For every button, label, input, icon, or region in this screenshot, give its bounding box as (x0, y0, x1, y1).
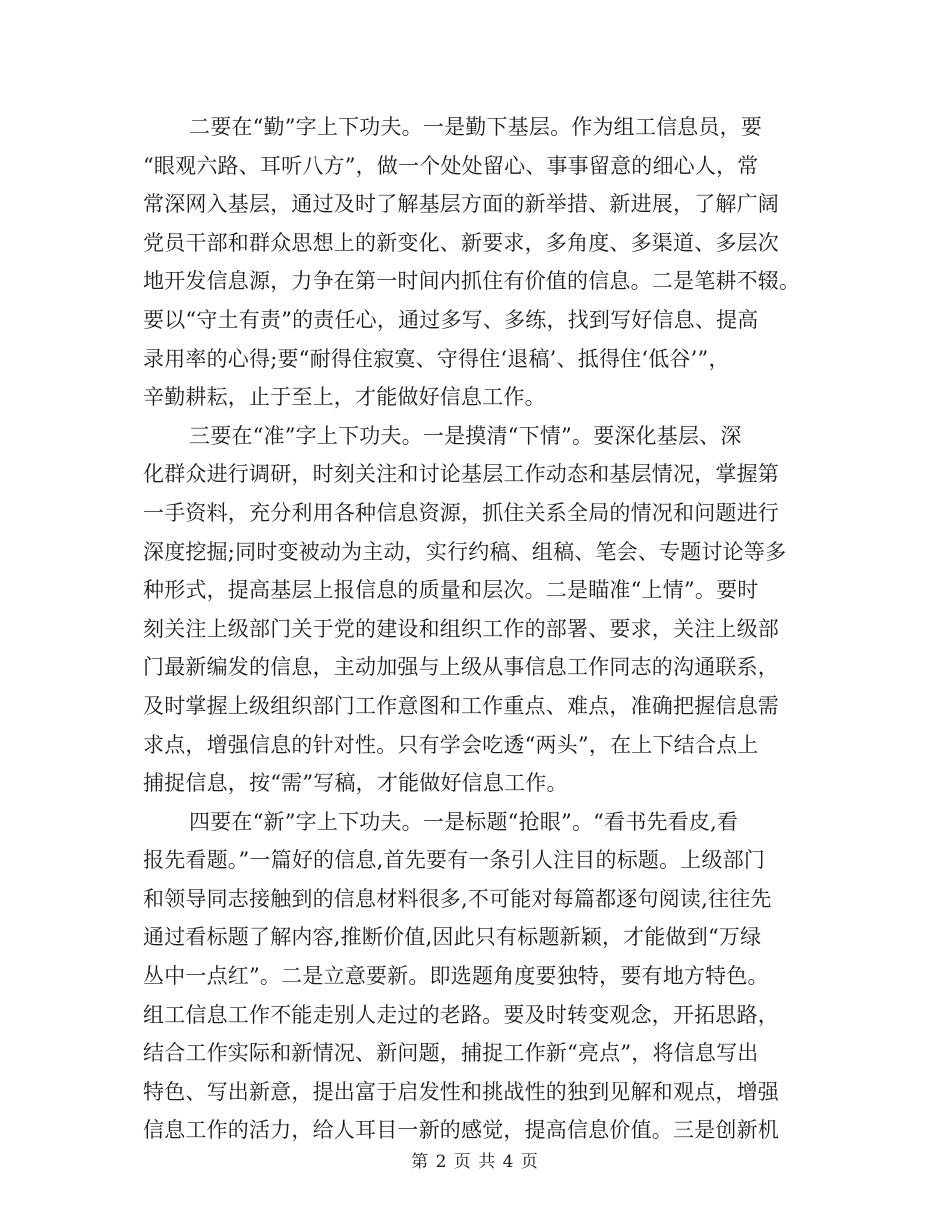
text-line: 捕捉信息，按“需”写稿，才能做好信息工作。 (143, 771, 568, 796)
text-line: 通过看标题了解内容,推断价值,因此只有标题新颖，才能做到“万绿 (143, 925, 762, 950)
text-line: 组工信息工作不能走别人走过的老路。要及时转变观念，开拓思路， (143, 1002, 779, 1027)
text-line: 求点，增强信息的针对性。只有学会吃透“两头”，在上下结合点上 (143, 732, 759, 757)
text-line: 信息工作的活力，给人耳目一新的感觉，提高信息价值。三是创新机 (143, 1118, 779, 1143)
text-line: 结合工作实际和新情况、新问题，捕捉工作新“亮点”，将信息写出 (143, 1041, 759, 1066)
text-line: 报先看题。”一篇好的信息,首先要有一条引人注目的标题。上级部门 (143, 848, 766, 873)
text-line: 化群众进行调研，时刻关注和讨论基层工作动态和基层情况，掌握第 (143, 462, 779, 487)
text-line: 常深网入基层，通过及时了解基层方面的新举措、新进展，了解广阔 (143, 192, 779, 217)
text-line: 一手资料，充分利用各种信息资源，抓住关系全局的情况和问题进行 (143, 500, 779, 525)
text-line: 特色、写出新意，提出富于启发性和挑战性的独到见解和观点，增强 (143, 1079, 779, 1104)
text-line: 二要在“勤”字上下功夫。一是勤下基层。作为组工信息员，要 (189, 115, 763, 139)
text-line: 地开发信息源，力争在第一时间内抓住有价值的信息。二是笔耕不辍。 (143, 269, 801, 294)
text-line: 要以“守土有责”的责任心，通过多写、多练，找到写好信息、提高 (143, 307, 759, 332)
text-line: 录用率的心得;要“耐得住寂寞、守得住‘退稿’、抵得住‘低谷’”， (143, 346, 730, 371)
page-number-footer: 第 2 页 共 4 页 (411, 1152, 539, 1172)
text-line: 党员干部和群众思想上的新变化、新要求，多角度、多渠道、多层次 (143, 230, 779, 255)
text-line: “眼观六路、耳听八方”，做一个处处留心、事事留意的细心人，常 (143, 153, 759, 178)
text-line: 三要在“准”字上下功夫。一是摸清“下情”。要深化基层、深 (189, 423, 742, 448)
text-line: 四要在“新”字上下功夫。一是标题“抢眼”。“看书先看皮,看 (189, 809, 739, 834)
text-line: 丛中一点红”。二是立意要新。即选题角度要独特，要有地方特色。 (143, 964, 769, 989)
document-body (143, 108, 813, 1150)
paragraph-xin (143, 803, 813, 1150)
text-line: 和领导同志接触到的信息材料很多,不可能对每篇都逐句阅读,往往先 (143, 886, 772, 911)
text-line: 深度挖掘;同时变被动为主动，实行约稿、组稿、笔会、专题讨论等多 (143, 539, 787, 564)
paragraph-qin (143, 108, 813, 417)
paragraph-zhun (143, 417, 813, 803)
text-line: 辛勤耕耘，止于至上，才能做好信息工作。 (143, 385, 546, 410)
text-line: 刻关注上级部门关于党的建设和组织工作的部署、要求，关注上级部 (143, 616, 779, 641)
text-line: 及时掌握上级组织部门工作意图和工作重点、难点，准确把握信息需 (143, 693, 779, 718)
text-line: 种形式，提高基层上报信息的质量和层次。二是瞄准“上情”。要时 (143, 578, 759, 603)
text-line: 门最新编发的信息，主动加强与上级从事信息工作同志的沟通联系， (143, 655, 779, 680)
